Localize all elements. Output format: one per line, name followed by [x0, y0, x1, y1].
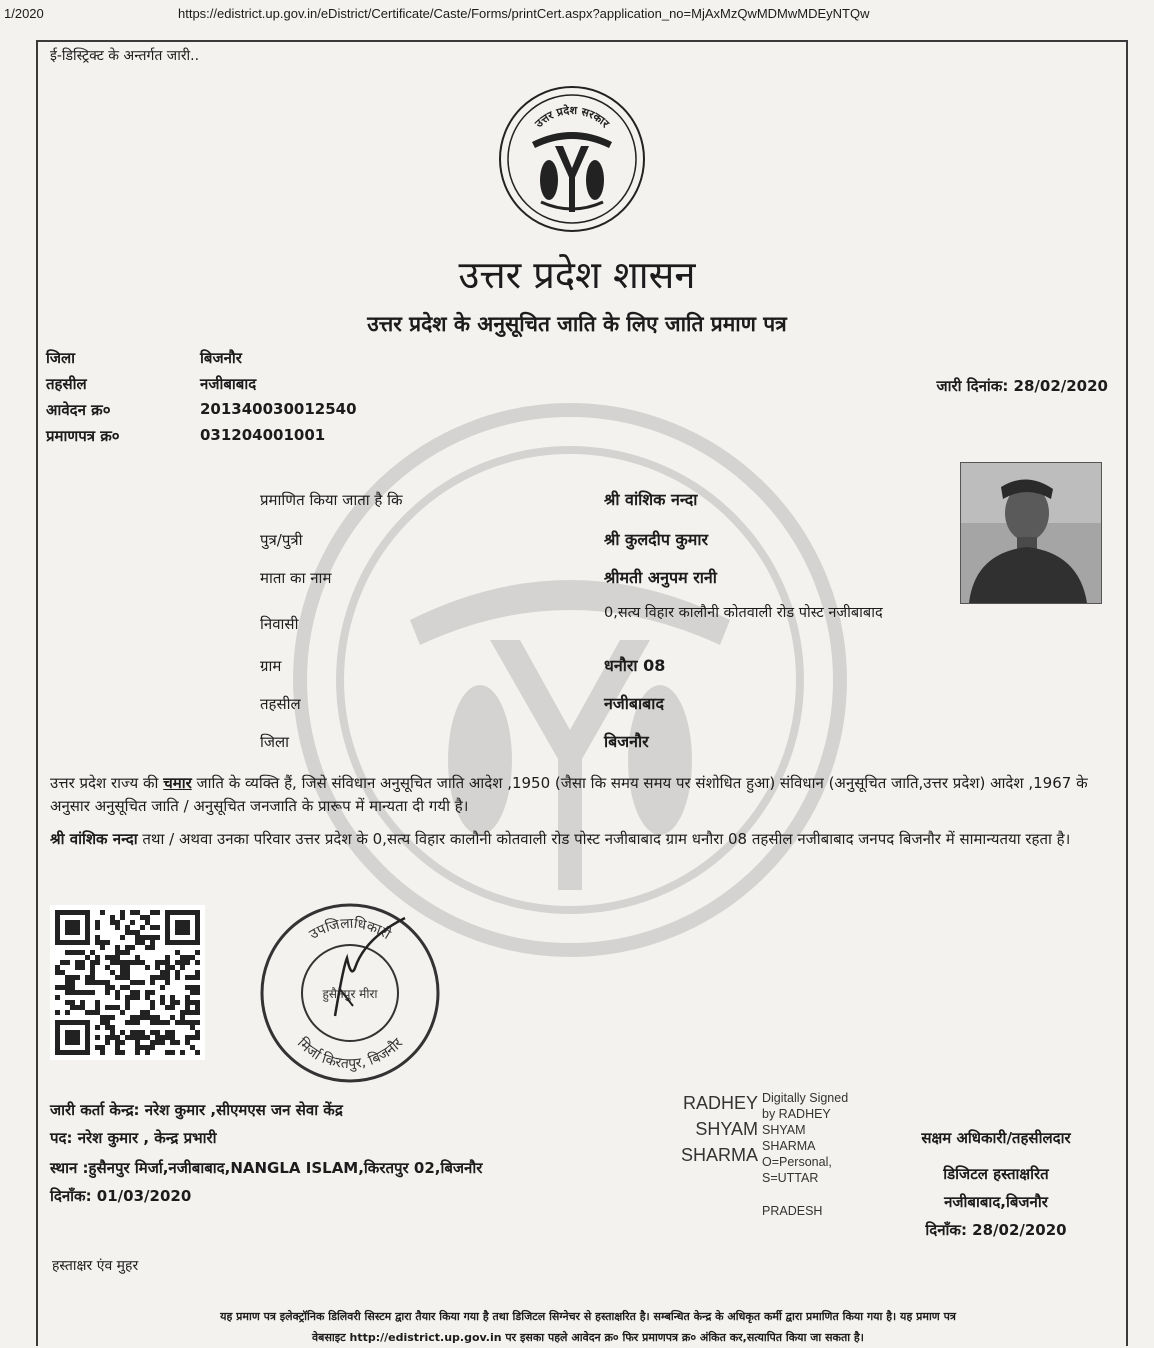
signature-detail-7: PRADESH [762, 1204, 823, 1218]
meta-application-value: 201340030012540 [200, 400, 357, 418]
detail-district-value: बिजनौर [604, 732, 649, 751]
signature-detail-5: O=Personal, [762, 1155, 832, 1169]
footer-note [50, 1306, 1126, 1348]
detail-certified-value: श्री वांशिक नन्दा [604, 490, 698, 509]
meta-application-label: आवेदन क्र० [46, 401, 111, 419]
officer-date: दिनाँक: 28/02/2020 [925, 1221, 1067, 1239]
signature-line-1: RADHEY [682, 1093, 758, 1113]
emblem-text: उत्तर प्रदेश सरकार [532, 103, 612, 131]
signature-line-3: SHARMA [680, 1145, 758, 1165]
issuer-center: जारी कर्ता केन्द्र: नरेश कुमार ,सीएमएस जन सेवा केंद्र [50, 1101, 343, 1119]
caste-name: चमार [163, 774, 192, 792]
seal-top-text: उपजिलाधिकारी [306, 915, 394, 943]
detail-district-label: जिला [260, 733, 290, 751]
up-emblem-icon [497, 84, 647, 234]
signature-detail-4: SHARMA [762, 1139, 816, 1153]
officer-digital: डिजिटल हस्ताक्षरित [943, 1165, 1049, 1183]
residence-paragraph-rest: तथा / अथवा उनका परिवार उत्तर प्रदेश के 0,सत्य विहार कालौनी कोतवाली रोड पोस्ट नजीबाबाद ग्राम धनौरा 08 तहसील नजीबाबाद जनपद बिजनौर में सामान्यतया रहता है। [137, 830, 1071, 848]
applicant-photo [960, 462, 1102, 604]
signature-detail-3: SHYAM [762, 1123, 806, 1137]
government-title: उत्तर प्रदेश शासन [458, 253, 696, 297]
detail-parent-value: श्री कुलदीप कुमार [604, 530, 709, 549]
meta-certificate-label: प्रमाणपत्र क्र० [46, 427, 120, 445]
meta-tehsil-label: तहसील [46, 375, 87, 393]
certificate-title: उत्तर प्रदेश के अनुसूचित जाति के लिए जाति प्रमाण पत्र [367, 312, 787, 336]
issuer-place: स्थान :हुसैनपुर मिर्जा,नजीबाबाद,NANGLA ISLAM,किरतपुर 02,बिजनौर [50, 1159, 483, 1177]
digital-signature-detail [762, 1090, 882, 1186]
caste-paragraph-rest: जाति के व्यक्ति हैं, जिसे संविधान अनुसूचित जाति आदेश ,1950 (जैसा कि समय समय पर संशोधित हुआ) संविधान (अनुसूचित जाति,उत्तर प्रदेश) आदेश ,1967 के अनुसार अनुसूचित जाति / अनुसूचित जनजाति के प्रारूप में मान्यता दी गयी है। [50, 774, 1088, 815]
footer-line-1: यह प्रमाण पत्र इलेक्ट्रॉनिक डिलिवरी सिस्टम द्वारा तैयार किया गया है तथा डिजिटल सिग्नेचर से हस्ताक्षरित है। सम्बन्धित केन्द्र के अधिकृत कर्मी द्वारा प्रमाणित किया गया है। यह प्रमाण पत्र [220, 1310, 956, 1323]
detail-resident-label: निवासी [260, 615, 299, 633]
detail-tehsil-label: तहसील [260, 695, 301, 713]
residence-name: श्री वांशिक नन्दा [50, 830, 138, 848]
browser-url[interactable]: https://edistrict.up.gov.in/eDistrict/Certificate/Caste/Forms/printCert.aspx?application_no=MjAxMzQwMDMwMDEyNTQw [178, 6, 870, 21]
meta-certificate-value: 031204001001 [200, 426, 326, 444]
header-note: ई-डिस्ट्रिक्ट के अन्तर्गत जारी.. [50, 48, 200, 64]
official-seal-icon [255, 898, 445, 1088]
detail-parent-label: पुत्र/पुत्री [260, 531, 303, 549]
officer-title: सक्षम अधिकारी/तहसीलदार [921, 1129, 1071, 1147]
caste-paragraph-prefix: उत्तर प्रदेश राज्य की [50, 774, 164, 792]
signature-detail-6: S=UTTAR [762, 1171, 819, 1185]
meta-tehsil-value: नजीबाबाद [200, 375, 257, 393]
detail-tehsil-value: नजीबाबाद [604, 694, 664, 713]
caste-paragraph [50, 772, 1110, 818]
issuer-date: दिनाँक: 01/03/2020 [50, 1187, 192, 1205]
detail-mother-label: माता का नाम [260, 569, 332, 587]
issuer-post: पद: नरेश कुमार , केन्द्र प्रभारी [50, 1129, 217, 1147]
issue-date: जारी दिनांक: 28/02/2020 [936, 377, 1108, 395]
seal-center-text: हुसैनपुर मीरा [322, 987, 378, 1001]
sign-and-seal-label: हस्ताक्षर एंव मुहर [52, 1258, 139, 1274]
detail-resident-value: 0,सत्य विहार कालौनी कोतवाली रोड पोस्ट नजीबाबाद [604, 605, 883, 621]
meta-district-value: बिजनौर [200, 349, 242, 367]
footer-line-2: वेबसाइट http://edistrict.up.gov.in पर इसका पहले आवेदन क्र० फिर प्रमाणपत्र क्र० अंकित कर,सत्यापित किया जा सकता है। [312, 1331, 864, 1344]
qr-code-icon[interactable] [50, 905, 205, 1060]
signature-line-2: SHYAM [695, 1119, 758, 1139]
person-photo-icon [961, 463, 1101, 603]
digital-signature-name [646, 1090, 758, 1168]
signature-detail-1: Digitally Signed [762, 1091, 849, 1105]
detail-village-value: धनौरा 08 [604, 656, 666, 675]
residence-paragraph [50, 828, 1110, 851]
officer-place: नजीबाबाद,बिजनौर [944, 1193, 1048, 1211]
seal-bottom-text: मिर्जा किरतपुर, बिजनौर [293, 1035, 407, 1073]
watermark-emblem-icon [290, 400, 850, 960]
signature-detail-2: by RADHEY [762, 1107, 831, 1121]
meta-district-label: जिला [46, 349, 76, 367]
browser-date: 1/2020 [4, 6, 44, 21]
detail-village-label: ग्राम [260, 657, 282, 675]
detail-certified-label: प्रमाणित किया जाता है कि [260, 491, 403, 509]
detail-mother-value: श्रीमती अनुपम रानी [604, 568, 717, 587]
